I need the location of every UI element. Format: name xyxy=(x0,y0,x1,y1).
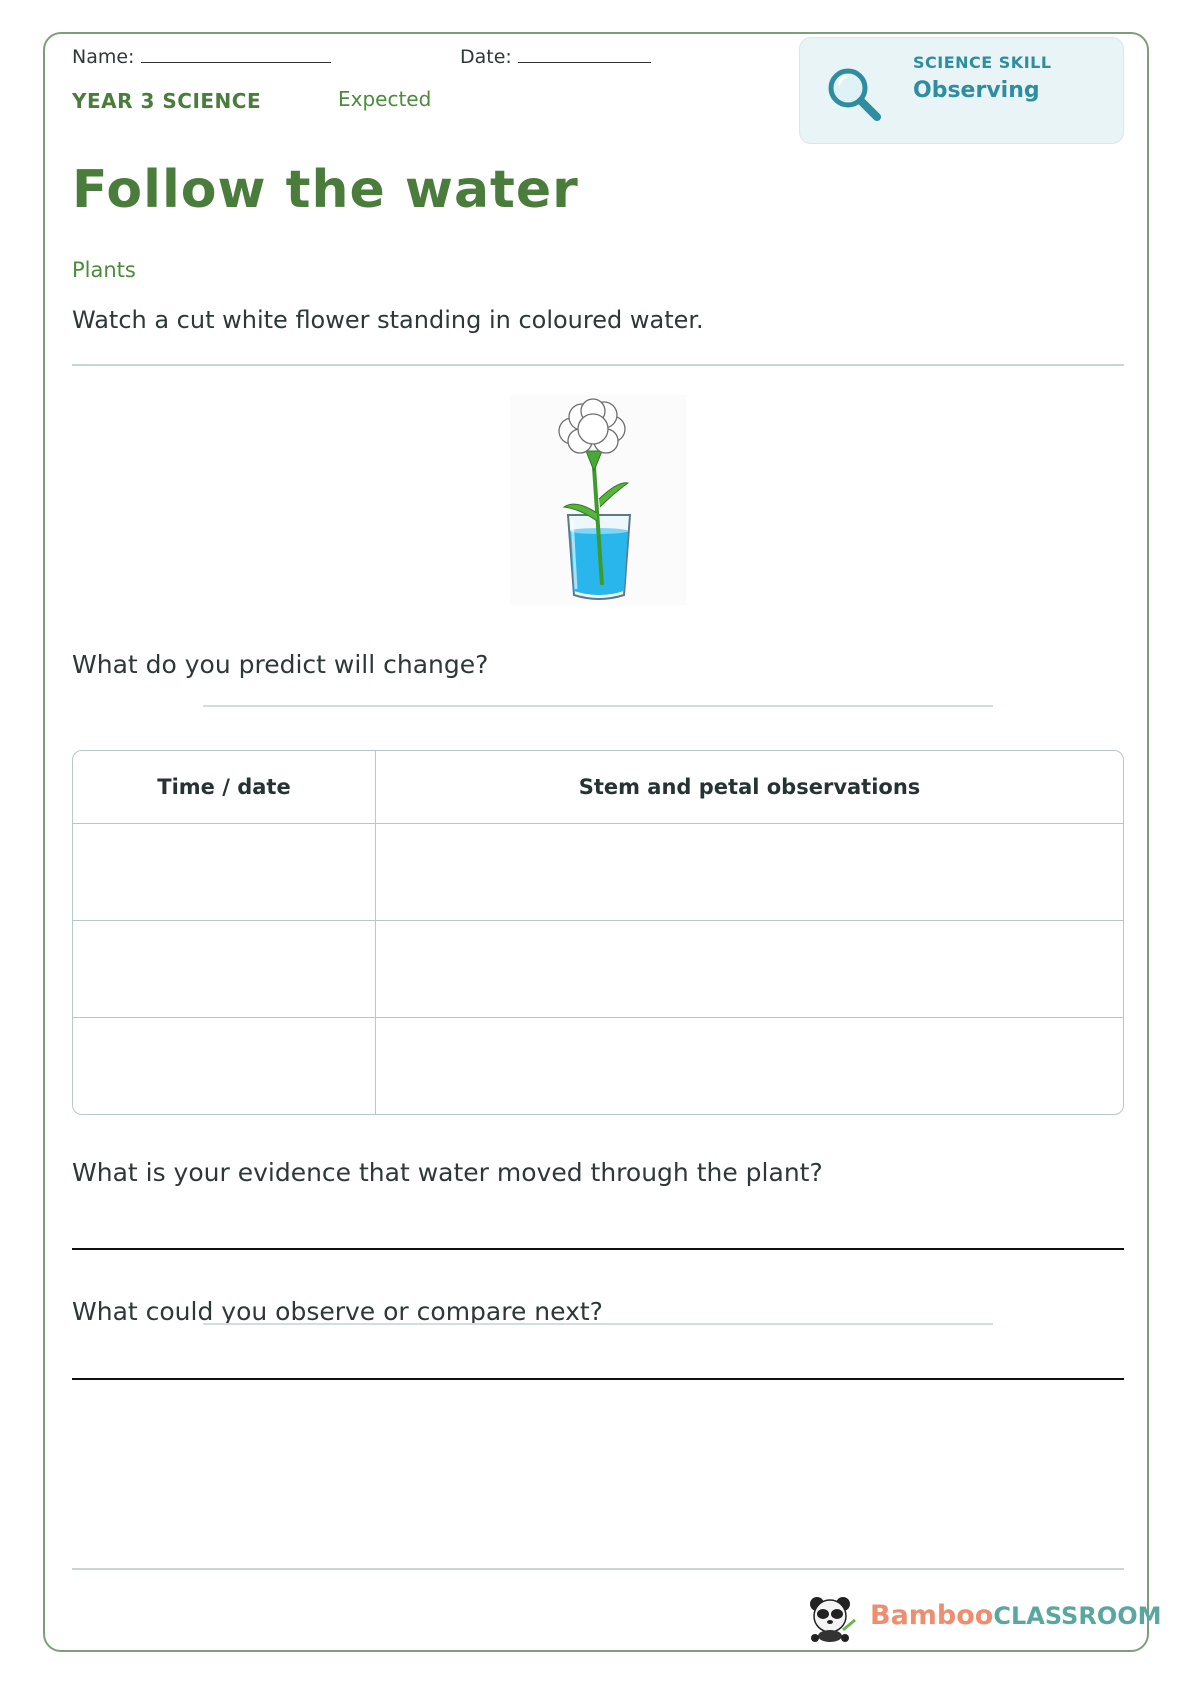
next-faint-line xyxy=(203,1323,993,1325)
column-header-observations: Stem and petal observations xyxy=(376,751,1123,824)
footer-divider xyxy=(72,1568,1124,1570)
table-row xyxy=(73,921,1123,1018)
table-row xyxy=(73,1018,1123,1114)
column-header-time: Time / date xyxy=(73,751,376,824)
skill-caption: SCIENCE SKILL xyxy=(913,53,1052,72)
divider xyxy=(72,364,1124,366)
predict-answer-line[interactable] xyxy=(203,705,993,707)
panda-icon xyxy=(805,1594,857,1642)
logo-text-bamboo: Bamboo xyxy=(870,1600,994,1631)
table-header-row xyxy=(73,751,1123,824)
topic-label: Plants xyxy=(72,258,136,282)
table-row xyxy=(73,824,1123,921)
level-label: Expected xyxy=(338,87,432,111)
predict-question: What do you predict will change? xyxy=(72,650,489,679)
next-answer-line[interactable] xyxy=(72,1378,1124,1380)
table-cell-observation[interactable] xyxy=(376,921,1123,1018)
evidence-answer-line[interactable] xyxy=(72,1248,1124,1250)
logo-wordmark xyxy=(870,1600,1162,1631)
evidence-question: What is your evidence that water moved through the plant? xyxy=(72,1158,823,1187)
date-blank[interactable] xyxy=(518,44,651,63)
date-label: Date: xyxy=(460,46,512,68)
table-cell-time[interactable] xyxy=(73,921,376,1018)
table-cell-time[interactable] xyxy=(73,1018,376,1114)
next-question: What could you observe or compare next? xyxy=(72,1297,603,1326)
page-title: Follow the water xyxy=(72,160,579,220)
date-field[interactable] xyxy=(460,44,651,68)
magnifying-glass-icon xyxy=(824,64,884,124)
skill-name: Observing xyxy=(913,78,1040,103)
science-skill-box xyxy=(799,37,1124,144)
name-label: Name: xyxy=(72,46,135,68)
table-cell-observation[interactable] xyxy=(376,824,1123,921)
table-cell-time[interactable] xyxy=(73,824,376,921)
name-field[interactable] xyxy=(72,44,331,68)
bamboo-classroom-logo xyxy=(805,1594,1162,1644)
logo-text-classroom: CLASSROOM xyxy=(993,1602,1162,1630)
observation-table xyxy=(72,750,1124,1115)
intro-text: Watch a cut white flower standing in coloured water. xyxy=(72,306,704,334)
flower-in-glass-illustration xyxy=(510,395,686,605)
table-cell-observation[interactable] xyxy=(376,1018,1123,1114)
year-label: YEAR 3 SCIENCE xyxy=(72,89,262,113)
name-blank[interactable] xyxy=(141,44,331,63)
